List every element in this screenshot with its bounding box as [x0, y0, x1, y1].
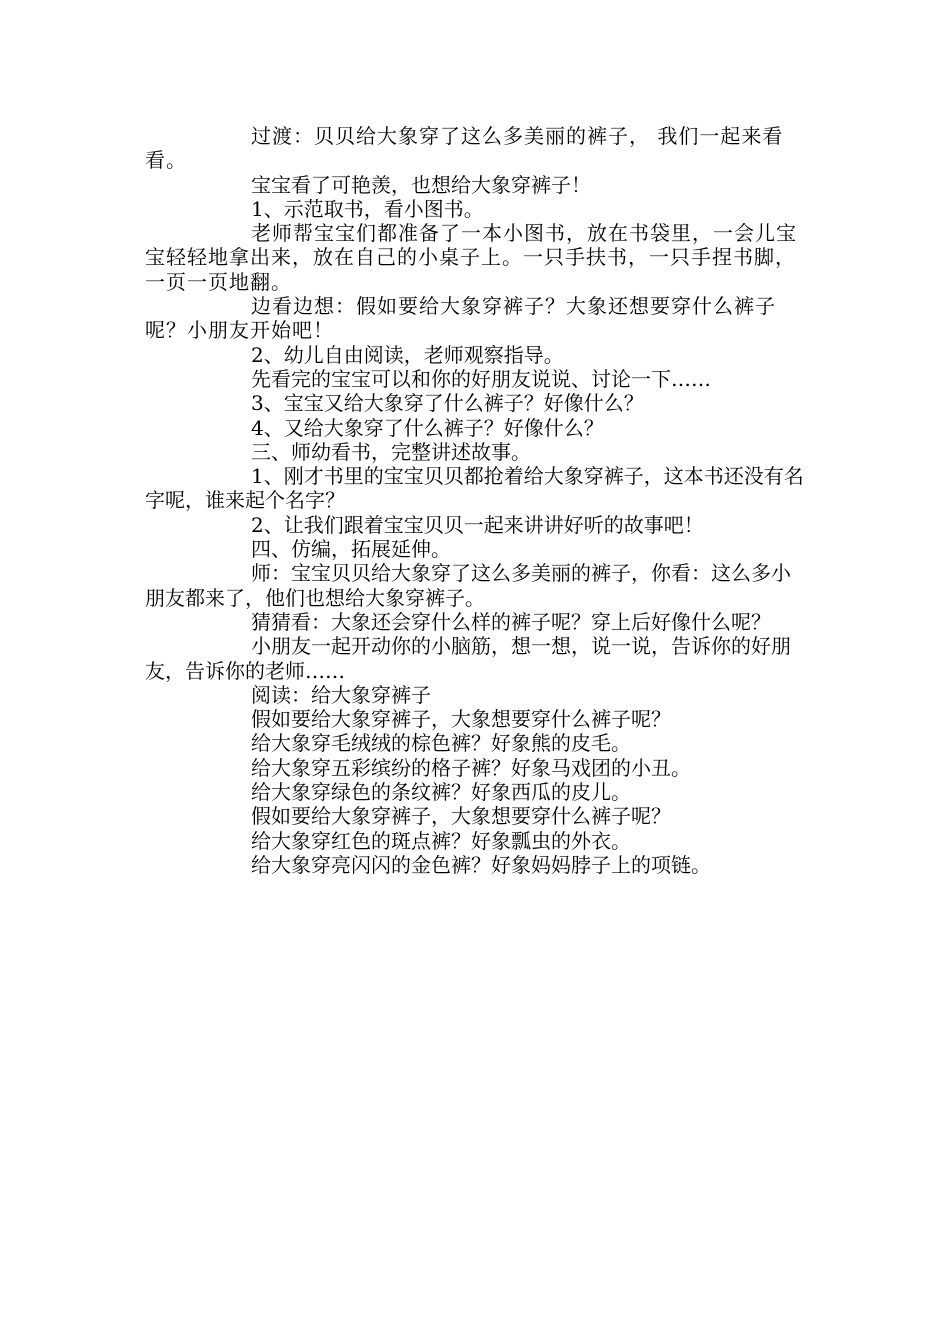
- paragraph-read-and-think: 边看边想：假如要给大象穿裤子？大象还想要穿什么裤子呢？小朋友开始吧！: [145, 294, 776, 343]
- paragraph-step-2: 2、幼儿自由阅读，老师观察指导。: [251, 342, 564, 367]
- paragraph-envy: 宝宝看了可艳羡，也想给大象穿裤子！: [251, 172, 591, 197]
- paragraph-transition: 过渡：贝贝给大象穿了这么多美丽的裤子， 我们一起来看看。: [145, 124, 784, 173]
- paragraph-guess: 猜猜看：大象还会穿什么样的裤子呢？穿上后好像什么呢？: [251, 609, 771, 634]
- paragraph-teacher-prepared: 老师帮宝宝们都准备了一本小图书，放在书袋里，一会儿宝宝轻轻地拿出来，放在自己的小桌子上。一只手扶书，一只手捏书脚，一页一页地翻。: [145, 221, 797, 294]
- paragraph-discuss: 先看完的宝宝可以和你的好朋友说说、讨论一下……: [251, 366, 711, 391]
- reading-line-2: 给大象穿毛绒绒的棕色裤？好象熊的皮毛。: [251, 731, 631, 756]
- reading-title: 阅读：给大象穿裤子: [251, 682, 431, 707]
- reading-line-5: 假如要给大象穿裤子，大象想要穿什么裤子呢？: [251, 804, 671, 829]
- document-body: [145, 124, 810, 877]
- reading-line-6: 给大象穿红色的斑点裤？好象瓢虫的外衣。: [251, 828, 631, 853]
- reading-line-3: 给大象穿五彩缤纷的格子裤？好象马戏团的小丑。: [251, 755, 691, 780]
- paragraph-tell-story: 2、让我们跟着宝宝贝贝一起来讲讲好听的故事吧！: [251, 512, 704, 537]
- paragraph-step-3: 3、宝宝又给大象穿了什么裤子？好像什么？: [251, 391, 644, 416]
- paragraph-step-1: 1、示范取书，看小图书。: [251, 196, 484, 221]
- heading-section-4: 四、仿编，拓展延伸。: [251, 537, 451, 562]
- reading-line-4: 给大象穿绿色的条纹裤？好象西瓜的皮儿。: [251, 780, 631, 805]
- paragraph-name-book: 1、刚才书里的宝宝贝贝都抢着给大象穿裤子，这本书还没有名字呢，谁来起个名字？: [145, 464, 804, 513]
- heading-section-3: 三、师幼看书，完整讲述故事。: [251, 439, 531, 464]
- paragraph-teacher-says: 师：宝宝贝贝给大象穿了这么多美丽的裤子，你看：这么多小朋友都来了，他们也想给大象穿裤子。: [145, 561, 791, 610]
- paragraph-brainstorm: 小朋友一起开动你的小脑筋，想一想，说一说，告诉你的好朋友，告诉你的老师……: [145, 634, 791, 683]
- reading-line-7: 给大象穿亮闪闪的金色裤？好象妈妈脖子上的项链。: [251, 852, 711, 877]
- paragraph-step-4: 4、又给大象穿了什么裤子？好像什么？: [251, 415, 604, 440]
- reading-line-1: 假如要给大象穿裤子，大象想要穿什么裤子呢？: [251, 707, 671, 732]
